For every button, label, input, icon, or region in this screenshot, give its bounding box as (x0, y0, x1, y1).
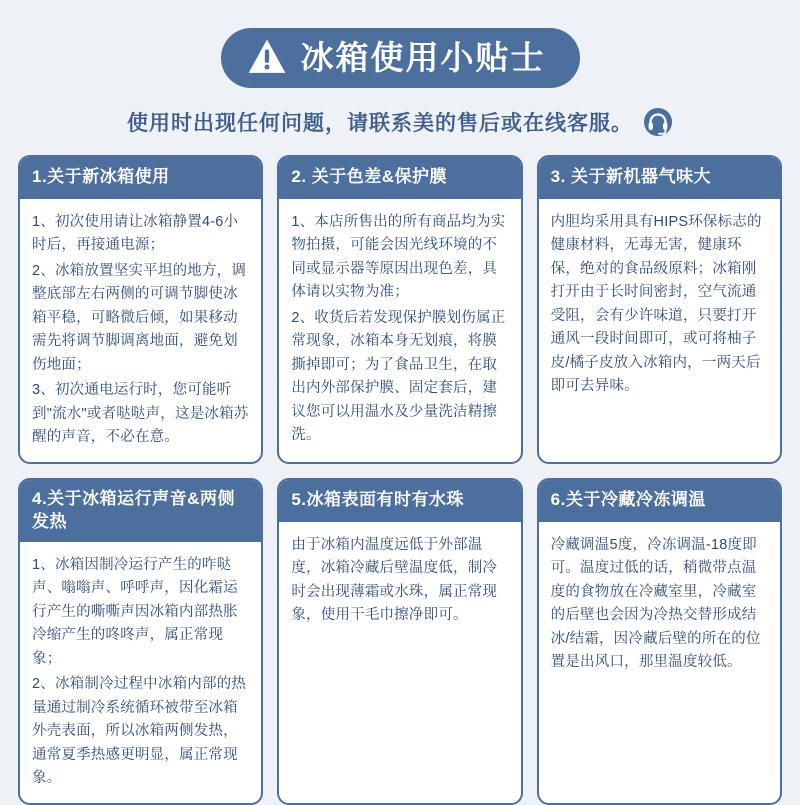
card-heading: 6.关于冷藏冷冻调温 (539, 480, 780, 522)
subtitle-row (18, 107, 782, 137)
tips-grid-row-2 (18, 478, 782, 805)
card-paragraph: 1、本店所售出的所有商品均为实物拍摄，可能会因光线环境的不同或显示器等原因出现色差，具体请以实物为准； (291, 213, 506, 301)
card-paragraph: 2、冰箱放置坚实平坦的地方，调整底部左右两侧的可调节脚使冰箱平稳，可略微后倾，如果移动需先将调节脚调离地面，避免划伤地面； (32, 262, 247, 373)
warning-triangle-icon (247, 37, 287, 77)
headset-icon (643, 107, 673, 137)
card-body (539, 199, 780, 403)
card-body (539, 522, 780, 679)
tips-grid-row-1 (18, 155, 782, 464)
card-paragraph: 内胆均采用具有HIPS环保标志的健康材料，无毒无害，健康环保，绝对的食品级原料；冰箱刚打开由于长时间密封，空气流通受阻，会有少许味道，只要打开通风一段时间即可，或可将柚子皮/橘子皮放入冰箱内，一两天后即可去异味。 (550, 213, 762, 395)
card-new-machine-odor (537, 155, 782, 464)
card-body (20, 542, 261, 795)
card-paragraph: 1、冰箱因制冷运行产生的咋哒声、嗡嗡声、呼呼声，因化霜运行产生的嘶嘶声因冰箱内部热胀冷缩产生的咚咚声，属正常现象； (32, 556, 238, 667)
page-title: 冰箱使用小贴士 (300, 38, 546, 76)
card-heading: 4.关于冰箱运行声音&两侧发热 (20, 480, 261, 542)
card-paragraph: 由于冰箱内温度远低于外部温度，冰箱冷藏后壁温度低，制冷时会出现薄霜或水珠，属正常现象，使用干毛巾擦净即可。 (291, 536, 498, 624)
card-color-difference-film (277, 155, 522, 464)
card-paragraph: 2、收货后若发现保护膜划伤属正常现象，冰箱本身无划痕，将膜撕掉即可；为了食品卫生，在取出内外部保护膜、固定套后，建议您可以用温水及少量洗洁精擦洗。 (291, 309, 506, 444)
card-heading: 5.冰箱表面有时有水珠 (279, 480, 520, 522)
card-new-fridge-usage (18, 155, 263, 464)
card-paragraph: 2、冰箱制冷过程中冰箱内部的热量通过制冷系统循环被带至冰箱外壳表面，所以冰箱两侧发热，通常夏季热感更明显，属正常现象。 (32, 676, 247, 787)
card-paragraph: 1、初次使用请让冰箱静置4-6小时后，再接通电源； (32, 213, 239, 254)
card-heading: 3. 关于新机器气味大 (539, 157, 780, 199)
header (18, 28, 782, 88)
card-body (20, 199, 261, 454)
card-surface-water-drops (277, 478, 522, 805)
card-heading: 2. 关于色差&保护膜 (279, 157, 520, 199)
card-paragraph: 3、初次通电运行时，您可能听到"流水"或者哒哒声，这是冰箱苏醒的声音，不必在意。 (32, 382, 249, 446)
subtitle-text: 使用时出现任何问题，请联系美的售后或在线客服。 (127, 112, 633, 135)
card-body (279, 522, 520, 632)
card-running-noise-side-heat (18, 478, 263, 805)
card-temperature-adjustment (537, 478, 782, 805)
card-heading: 1.关于新冰箱使用 (20, 157, 261, 199)
card-paragraph: 冷藏调温5度，冷冻调温-18度即可。温度过低的话，稍微带点温度的食物放在冷藏室里，冷藏室的后壁也会因为冷热交替形成结冰/结霜，因冷藏后壁的所在的位置是出风口，那里温度较低。 (550, 536, 761, 671)
title-pill (221, 28, 580, 88)
card-body (279, 199, 520, 452)
